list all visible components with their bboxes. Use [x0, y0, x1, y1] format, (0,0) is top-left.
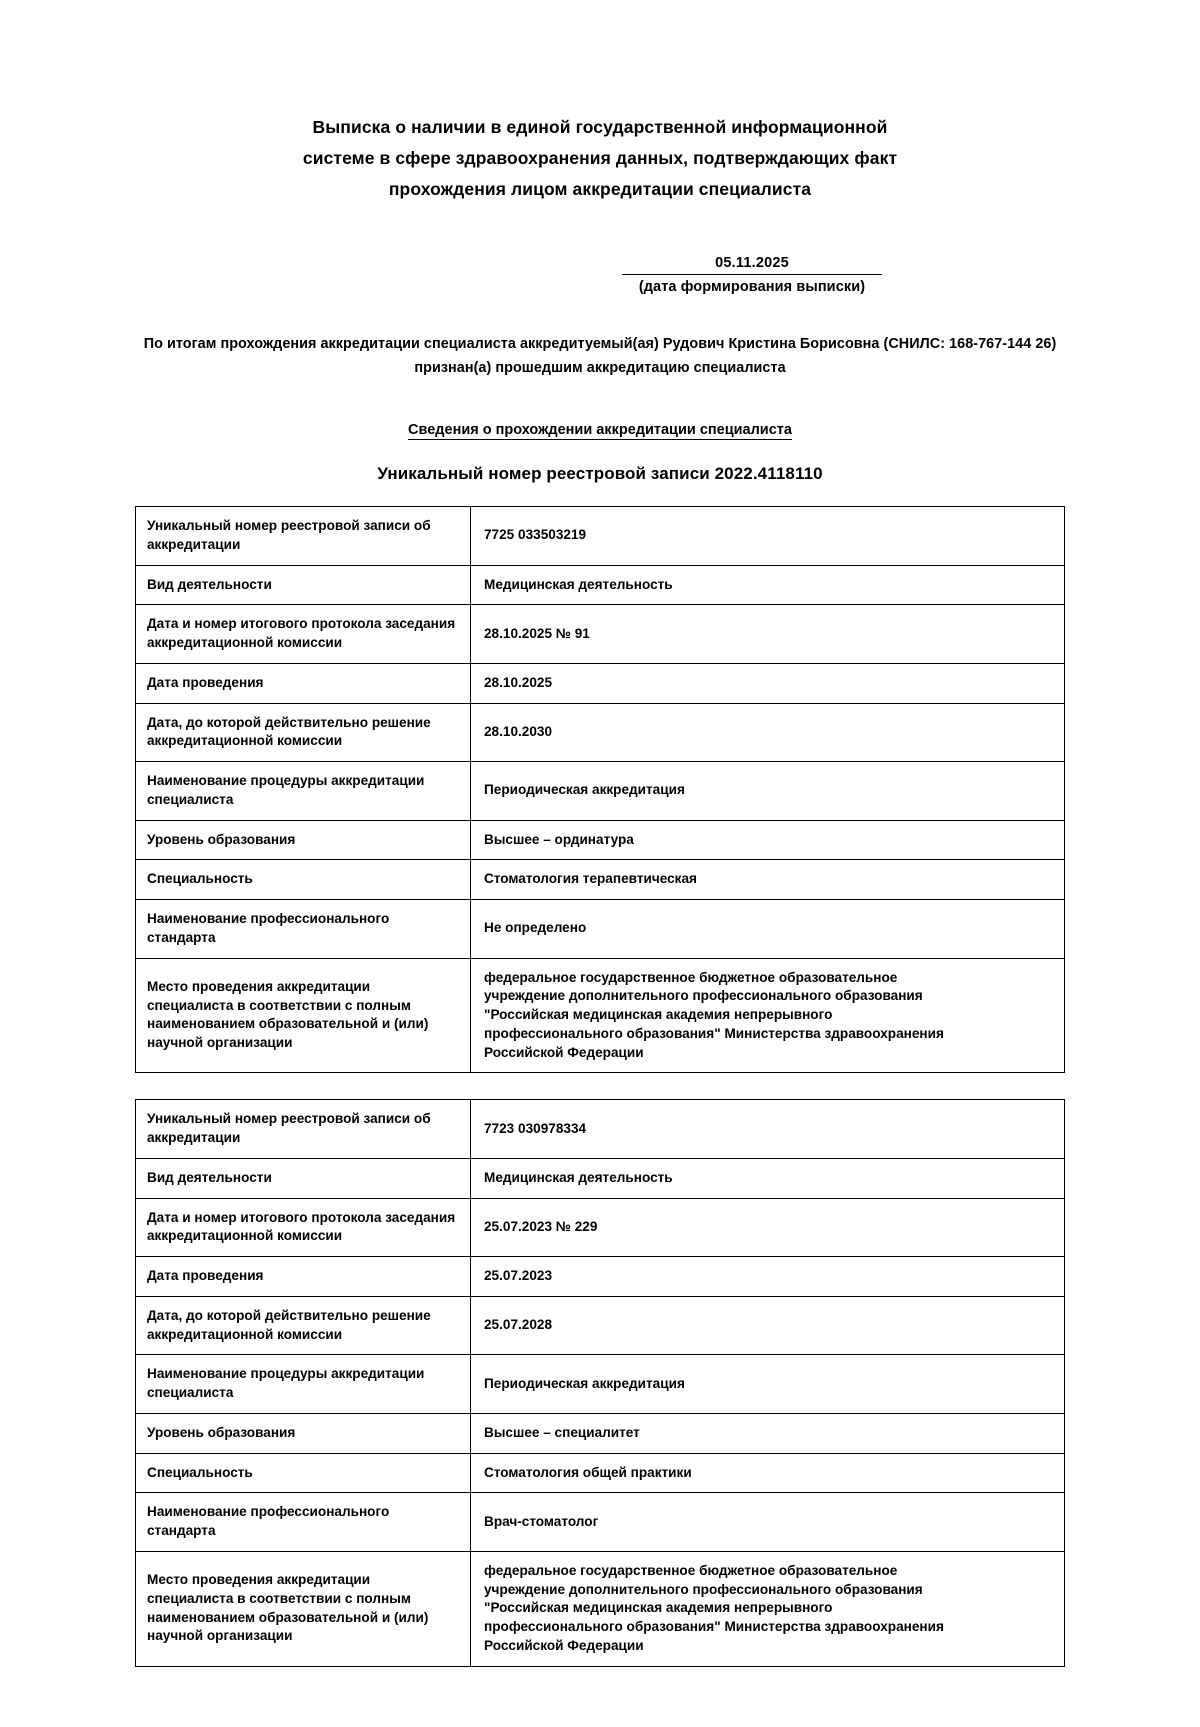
org-line: Российской Федерации: [484, 1637, 644, 1653]
org-line: профессионального образования" Министерства здравоохранения: [484, 1619, 944, 1635]
org-line: учреждение дополнительного профессионального образования: [484, 988, 923, 1004]
org-line: федеральное государственное бюджетное образовательное: [484, 1562, 898, 1578]
section-heading-text: Сведения о прохождении аккредитации специалиста: [408, 422, 792, 439]
label-conducted-date: Дата проведения: [136, 1257, 471, 1297]
table-row: [136, 1100, 1065, 1159]
org-line: учреждение дополнительного профессионального образования: [484, 1581, 923, 1597]
title-line-3: прохождения лицом аккредитации специалиста: [388, 179, 812, 200]
label-activity-type: Вид деятельности: [136, 565, 471, 605]
page-title: [300, 112, 900, 205]
label-protocol: Дата и номер итогового протокола заседания аккредитационной комиссии: [136, 1198, 471, 1257]
table-row: [136, 1158, 1065, 1198]
label-prof-standard: Наименование профессионального стандарта: [136, 900, 471, 959]
label-valid-until: Дата, до которой действительно решение аккредитационной комиссии: [136, 703, 471, 762]
label-prof-standard: Наименование профессионального стандарта: [136, 1493, 471, 1552]
table-row: [136, 565, 1065, 605]
value-procedure-name: Периодическая аккредитация: [471, 762, 1065, 821]
label-education-level: Уровень образования: [136, 820, 471, 860]
label-place: Место проведения аккредитации специалиста в соответствии с полным наименованием образовательной и (или) научной организации: [136, 958, 471, 1073]
org-line: профессионального образования" Министерства здравоохранения: [484, 1025, 944, 1041]
value-procedure-name: Периодическая аккредитация: [471, 1355, 1065, 1414]
value-specialty: Стоматология общей практики: [471, 1453, 1065, 1493]
label-conducted-date: Дата проведения: [136, 663, 471, 703]
label-activity-type: Вид деятельности: [136, 1158, 471, 1198]
intro-paragraph: По итогам прохождения аккредитации специалиста аккредитуемый(ая) Рудович Кристина Борисовна (СНИЛС: 168-767-144 26) признан(а) прошедшим аккредитацию специалиста: [143, 336, 1057, 376]
table-row: [136, 1413, 1065, 1453]
value-place: [471, 1551, 1065, 1666]
org-line: "Российская медицинская академия непрерывного: [484, 1600, 833, 1616]
label-specialty: Специальность: [136, 1453, 471, 1493]
org-line: "Российская медицинская академия непрерывного: [484, 1007, 833, 1023]
table-row: [136, 703, 1065, 762]
value-valid-until: 25.07.2028: [471, 1296, 1065, 1355]
table-row: [136, 1198, 1065, 1257]
title-line-2: системе в сфере здравоохранения данных, подтверждающих факт: [302, 148, 898, 169]
label-specialty: Специальность: [136, 860, 471, 900]
table-row: [136, 1453, 1065, 1493]
value-conducted-date: 28.10.2025: [471, 663, 1065, 703]
title-line-1: Выписка о наличии в единой государственной информационной: [312, 117, 888, 137]
table-row: [136, 1355, 1065, 1414]
table-row: [136, 507, 1065, 566]
label-registry-number: Уникальный номер реестровой записи об аккредитации: [136, 507, 471, 566]
label-procedure-name: Наименование процедуры аккредитации специалиста: [136, 1355, 471, 1414]
table-row: [136, 1551, 1065, 1666]
value-protocol: 25.07.2023 № 229: [471, 1198, 1065, 1257]
table-row: [136, 820, 1065, 860]
value-education-level: Высшее – ординатура: [471, 820, 1065, 860]
label-valid-until: Дата, до которой действительно решение аккредитационной комиссии: [136, 1296, 471, 1355]
value-place: [471, 958, 1065, 1073]
label-procedure-name: Наименование процедуры аккредитации специалиста: [136, 762, 471, 821]
table-row: [136, 860, 1065, 900]
value-education-level: Высшее – специалитет: [471, 1413, 1065, 1453]
label-protocol: Дата и номер итогового протокола заседания аккредитационной комиссии: [136, 605, 471, 664]
value-activity-type: Медицинская деятельность: [471, 565, 1065, 605]
table-row: [136, 958, 1065, 1073]
formation-date-caption: (дата формирования выписки): [638, 279, 866, 296]
accreditation-table-2: [135, 1099, 1065, 1666]
org-line: Российской Федерации: [484, 1044, 644, 1060]
org-line: федеральное государственное бюджетное образовательное: [484, 969, 898, 985]
table-row: [136, 1257, 1065, 1297]
table-row: [136, 900, 1065, 959]
value-protocol: 28.10.2025 № 91: [471, 605, 1065, 664]
accreditation-table-1: [135, 506, 1065, 1073]
value-activity-type: Медицинская деятельность: [471, 1158, 1065, 1198]
value-prof-standard: Не определено: [471, 900, 1065, 959]
table-row: [136, 762, 1065, 821]
value-conducted-date: 25.07.2023: [471, 1257, 1065, 1297]
label-education-level: Уровень образования: [136, 1413, 471, 1453]
formation-date-block: [135, 255, 1065, 295]
value-registry-number: 7723 030978334: [471, 1100, 1065, 1159]
table-row: [136, 663, 1065, 703]
formation-date-value: 05.11.2025: [622, 255, 882, 275]
label-registry-number: Уникальный номер реестровой записи об аккредитации: [136, 1100, 471, 1159]
registry-record-title: Уникальный номер реестровой записи 2022.4118110: [377, 464, 823, 484]
value-registry-number: 7725 033503219: [471, 507, 1065, 566]
table-row: [136, 605, 1065, 664]
table-row: [136, 1296, 1065, 1355]
table-row: [136, 1493, 1065, 1552]
section-heading: [135, 422, 1065, 438]
value-valid-until: 28.10.2030: [471, 703, 1065, 762]
value-prof-standard: Врач-стоматолог: [471, 1493, 1065, 1552]
value-specialty: Стоматология терапевтическая: [471, 860, 1065, 900]
label-place: Место проведения аккредитации специалиста в соответствии с полным наименованием образовательной и (или) научной организации: [136, 1551, 471, 1666]
